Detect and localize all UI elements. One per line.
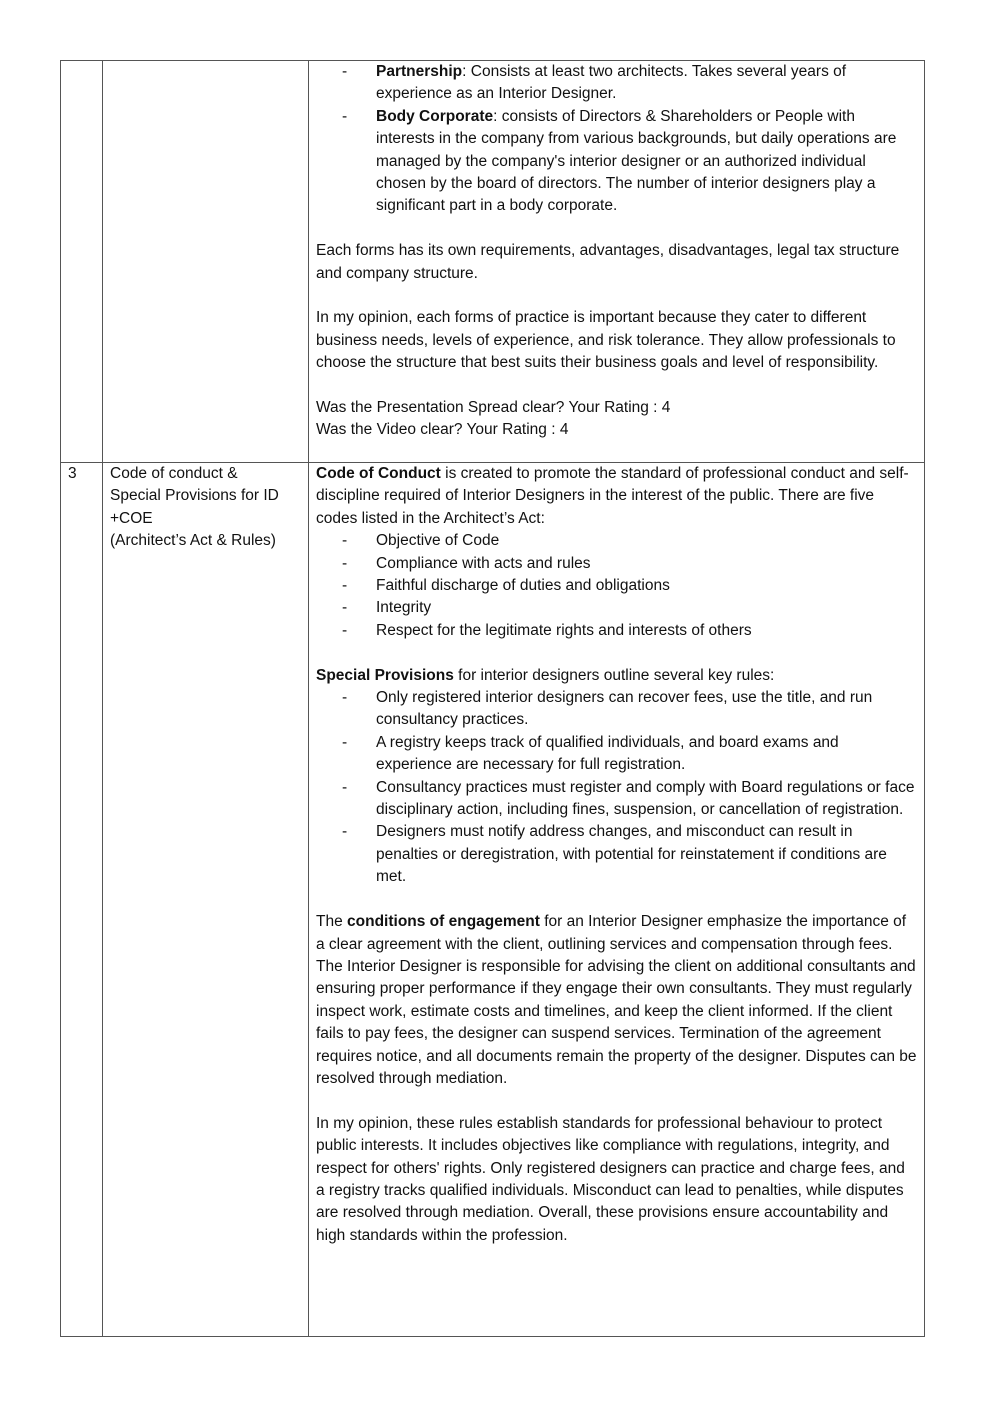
table-row-code-of-conduct <box>61 463 925 1337</box>
topic-line: (Architect’s Act & Rules) <box>110 532 276 550</box>
list-item: - Only registered interior designers can recover fees, use the title, and run consultancy practices. <box>342 689 873 729</box>
topic-line: +COE <box>110 509 153 527</box>
list-item: - Compliance with acts and rules <box>342 554 591 572</box>
code-of-conduct-paragraph: Code of Conduct is created to promote the standard of professional conduct and self-discipline required of Interior Designers in the interest of the public. There are five codes listed in the Architect’s Act: <box>316 465 909 527</box>
practice-forms-list <box>316 61 917 218</box>
list-item: - Designers must notify address changes, and misconduct can result in penalties or deregistration, with potential for reinstatement if conditions are met. <box>342 823 887 886</box>
list-item: - Consultancy practices must register and comply with Board regulations or face disciplinary action, including fines, suspension, or cancellation of registration. <box>342 778 915 819</box>
partnership-term: Partnership <box>376 63 463 80</box>
document-table <box>60 60 925 1337</box>
opinion-paragraph: In my opinion, each forms of practice is important because they cater to different business needs, levels of experience, and risk tolerance. They allow professionals to choose the structure that best suits their business goals and level of responsibility. <box>316 309 896 372</box>
presentation-rating: Was the Presentation Spread clear? Your Rating : 4 <box>316 399 671 417</box>
list-item: - Partnership: Consists at least two architects. Takes several years of experience as an Interior Designer. <box>342 63 847 103</box>
content-cell <box>309 463 925 1337</box>
list-item: - A registry keeps track of qualified individuals, and board exams and experience are necessary for full registration. <box>342 733 839 774</box>
forms-paragraph: Each forms has its own requirements, advantages, disadvantages, legal tax structure and company structure. <box>316 242 900 282</box>
topic-cell <box>103 463 309 1337</box>
list-item: - Respect for the legitimate rights and interests of others <box>342 621 752 639</box>
list-item: - Integrity <box>342 599 432 617</box>
body-corporate-term: Body Corporate <box>376 107 494 125</box>
content-cell <box>309 61 925 463</box>
row-number-cell: 3 <box>61 463 103 1337</box>
topic-cell <box>103 61 309 463</box>
list-item: - Faithful discharge of duties and obligations <box>342 577 670 595</box>
special-provisions-paragraph: Special Provisions for interior designers outline several key rules: <box>316 666 775 684</box>
video-rating: Was the Video clear? Your Rating : 4 <box>316 421 569 439</box>
topic-line: Special Provisions for ID <box>110 487 279 505</box>
topic-line: Code of conduct & <box>110 465 238 482</box>
conditions-of-engagement-paragraph: The conditions of engagement for an Interior Designer emphasize the importance of a clear agreement with the client, outlining services and compensation through fees. The Interior Designer is responsible for advising the client on additional consultants and ensuring proper performance if they engage their own consultants. They must regularly inspect work, estimate costs and timelines, and keep the client informed. If the client fails to pay fees, the designer can suspend services. Termination of the agreement requires notice, and all documents remain the property of the designer. Disputes can be resolved through mediation. <box>316 913 917 1087</box>
table-row-forms-of-practice <box>61 61 925 463</box>
codes-list <box>316 530 917 642</box>
list-item: - Body Corporate: consists of Directors & Shareholders or People with interests in the company from various backgrounds, but daily operations are managed by the company's interior designer or an authorized individual chosen by the board of directors. The number of interior designers play a significant part in a body corporate. <box>342 107 897 215</box>
opinion-paragraph: In my opinion, these rules establish standards for professional behaviour to protect public interests. It includes objectives like compliance with regulations, integrity, and respect for others' rights. Only registered designers can practice and charge fees, and a registry tracks qualified individuals. Misconduct can lead to penalties, while disputes are resolved through mediation. Overall, these provisions ensure accountability and high standards within the profession. <box>316 1114 905 1244</box>
list-item: - Objective of Code <box>342 532 500 550</box>
provisions-list <box>316 687 917 889</box>
row-number-cell <box>61 61 103 463</box>
